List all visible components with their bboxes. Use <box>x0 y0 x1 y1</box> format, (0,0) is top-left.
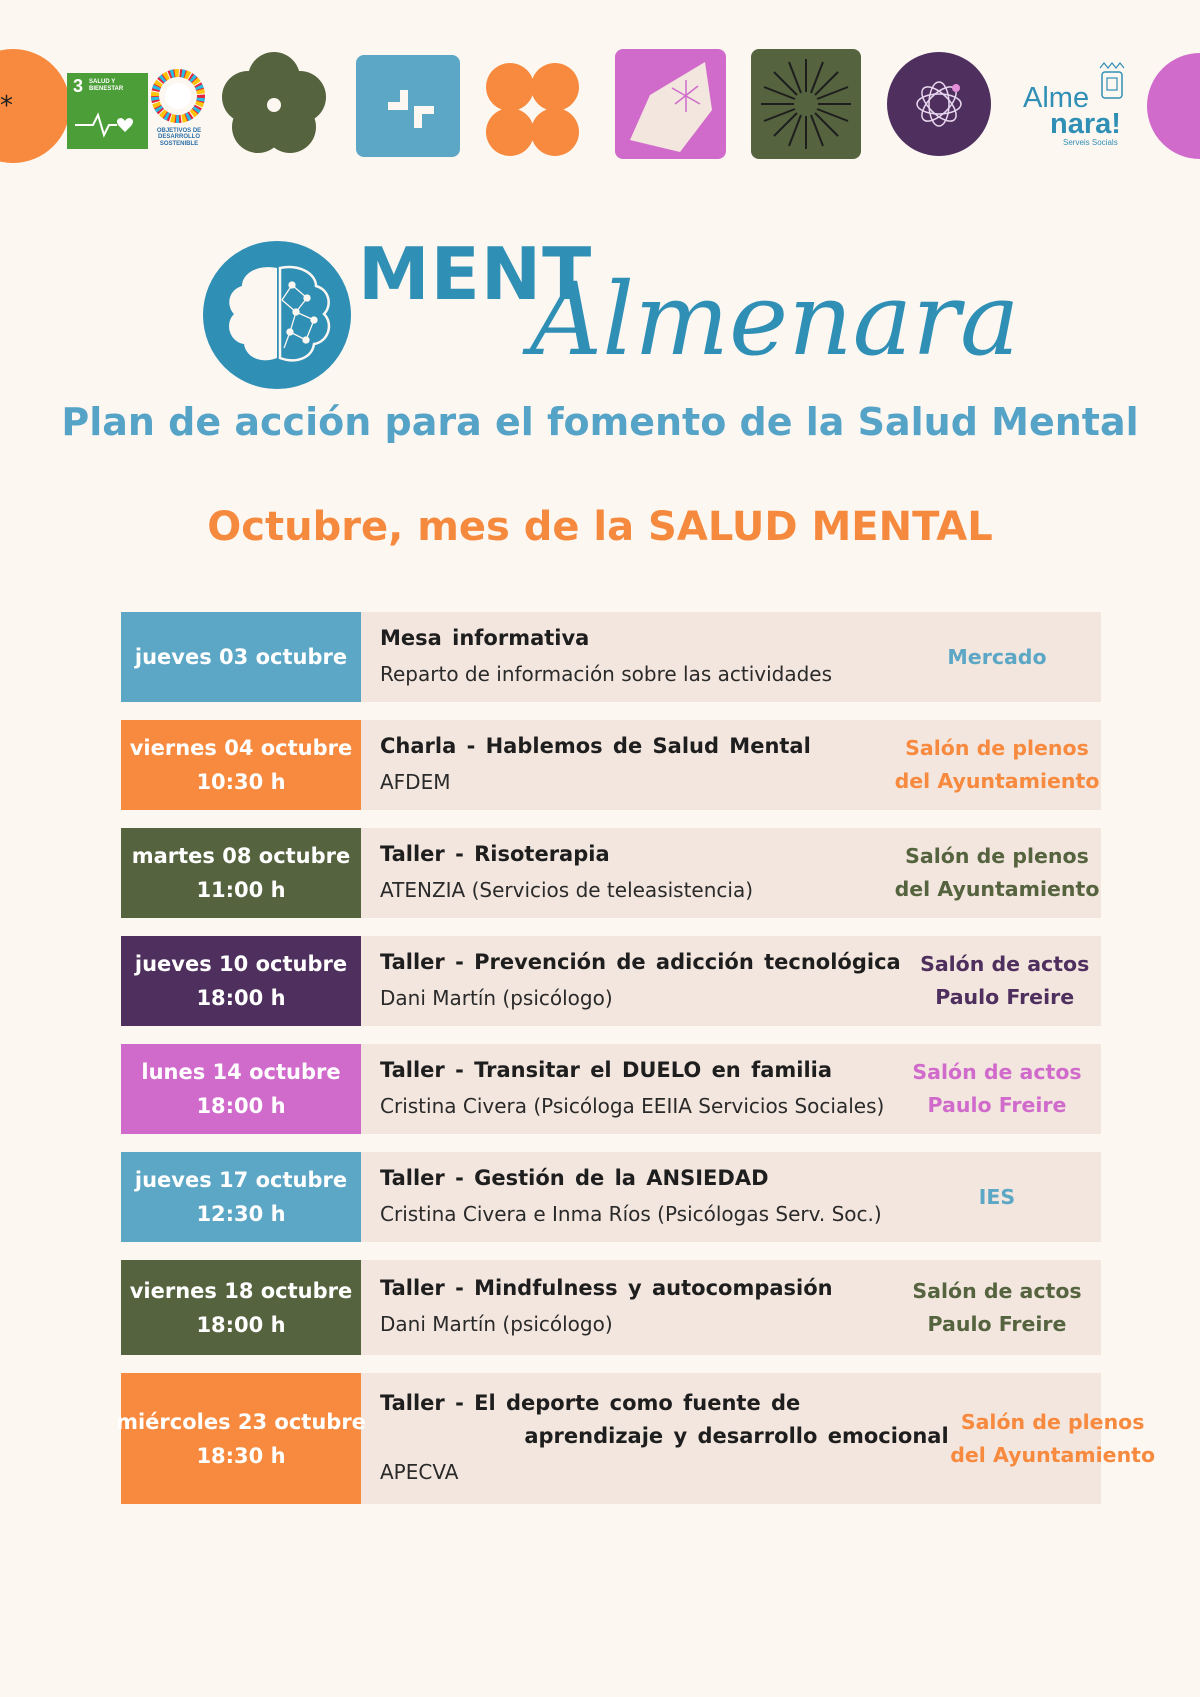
event-date <box>121 828 361 918</box>
event-time: 18:00 h <box>196 1094 286 1118</box>
event-day: jueves 10 octubre <box>134 952 348 976</box>
schedule-row <box>121 936 1101 1026</box>
event-venue <box>893 828 1101 918</box>
event-description: APECVA <box>380 1459 459 1484</box>
event-info <box>361 1260 893 1355</box>
municipality-logo-caption: Serveis Socials <box>1063 138 1118 147</box>
sdg-number: 3 <box>73 76 84 96</box>
event-venue <box>893 1152 1101 1242</box>
municipality-logo-line2: nara! <box>1050 108 1121 140</box>
event-date <box>121 1044 361 1134</box>
event-venue-line: Paulo Freire <box>927 1093 1067 1117</box>
event-date <box>121 1260 361 1355</box>
month-title: Octubre, mes de la SALUD MENTAL <box>207 504 993 550</box>
event-day: jueves 03 octubre <box>134 645 348 669</box>
schedule-row <box>121 1044 1101 1134</box>
event-day: viernes 04 octubre <box>129 736 353 760</box>
sdg-goal-3-badge <box>67 73 148 149</box>
event-title: Taller - Mindfulness y autocompasión <box>380 1276 833 1300</box>
event-info <box>361 1044 893 1134</box>
pink-square-icon <box>615 49 726 159</box>
event-info <box>361 720 893 810</box>
svg-text:*: * <box>0 91 13 121</box>
sdg-label: SALUD Y BIENESTAR <box>89 79 124 92</box>
brand-ment: MENT <box>358 232 593 316</box>
blue-square-icon <box>356 55 460 157</box>
heartbeat-icon <box>73 109 143 139</box>
event-description: ATENZIA (Servicios de teleasistencia) <box>380 877 754 902</box>
event-venue <box>893 1044 1101 1134</box>
event-time: 18:00 h <box>196 1312 286 1337</box>
event-venue <box>893 1260 1101 1355</box>
event-date <box>121 1152 361 1242</box>
event-description: Dani Martín (psicólogo) <box>380 1312 613 1336</box>
event-venue <box>901 936 1109 1026</box>
purple-circle-icon <box>887 52 991 156</box>
event-venue <box>893 612 1101 702</box>
schedule-row <box>121 612 1101 702</box>
schedule-row <box>121 720 1101 810</box>
event-venue-line: del Ayuntamiento <box>894 769 1100 793</box>
event-venue-line: Paulo Freire <box>927 1311 1067 1336</box>
event-info <box>361 1373 949 1504</box>
orange-four-circles-icon <box>486 63 579 156</box>
event-venue-line: Salón de actos <box>920 952 1090 976</box>
event-venue-line: del Ayuntamiento <box>950 1442 1156 1467</box>
event-title: Taller - El deporte como fuente de aprendizaje y desarrollo emocional <box>380 1390 949 1448</box>
event-description: Cristina Civera (Psicóloga EEIIA Servicios Sociales) <box>380 1093 885 1118</box>
event-description: Cristina Civera e Inma Ríos (Psicólogas Serv. Soc.) <box>380 1201 882 1226</box>
event-title: Taller - Prevención de adicción tecnológica <box>380 949 901 974</box>
event-venue-line: Salón de actos <box>912 1278 1082 1303</box>
event-venue-line: Salón de plenos <box>905 844 1089 868</box>
sdg-wheel-icon <box>155 73 201 119</box>
event-venue-line: Mercado <box>947 644 1047 669</box>
plan-subtitle: Plan de acción para el fomento de la Salud Mental <box>61 400 1139 444</box>
orange-circle-icon <box>0 49 70 163</box>
event-description: Dani Martín (psicólogo) <box>380 985 613 1010</box>
event-day: jueves 17 octubre <box>134 1168 348 1192</box>
event-day: martes 08 octubre <box>131 844 351 868</box>
municipality-logo-line1: Alme <box>1023 82 1090 114</box>
event-venue-line: Paulo Freire <box>935 985 1075 1009</box>
green-starburst-icon <box>751 49 861 159</box>
event-date <box>121 612 361 702</box>
event-title: Mesa informativa <box>380 625 590 650</box>
event-venue-line: Salón de plenos <box>905 736 1089 760</box>
sdg-caption: OBJETIVOS DE DESARROLLO SOSTENIBLE <box>156 128 202 147</box>
schedule-row <box>116 1373 1156 1504</box>
event-time: 18:30 h <box>196 1443 286 1468</box>
event-venue <box>893 720 1101 810</box>
event-time: 12:30 h <box>196 1202 286 1226</box>
event-title: Charla - Hablemos de Salud Mental <box>380 733 811 758</box>
event-info <box>361 936 901 1026</box>
event-venue-line: del Ayuntamiento <box>894 877 1100 901</box>
brand-almenara: Almenara <box>530 261 1020 378</box>
event-date <box>121 936 361 1026</box>
activity-schedule <box>116 612 1156 1522</box>
schedule-row <box>121 828 1101 918</box>
event-title: Taller - Gestión de la ANSIEDAD <box>380 1165 769 1190</box>
event-day: viernes 18 octubre <box>129 1278 353 1303</box>
event-time: 10:30 h <box>196 770 286 794</box>
event-venue <box>949 1373 1157 1504</box>
event-date <box>116 1373 366 1504</box>
event-date <box>121 720 361 810</box>
event-day: miércoles 23 octubre <box>116 1409 366 1434</box>
green-flower-icon <box>222 52 326 153</box>
event-description: AFDEM <box>380 769 451 794</box>
event-info <box>361 828 893 918</box>
pink-circle-icon <box>1147 53 1200 159</box>
event-title: Taller - Transitar el DUELO en familia <box>380 1057 833 1082</box>
event-day: lunes 14 octubre <box>141 1060 341 1084</box>
event-description: Reparto de información sobre las actividades <box>380 661 833 686</box>
event-title: Taller - Risoterapia <box>380 841 610 866</box>
event-venue-line: Salón de plenos <box>960 1409 1145 1434</box>
schedule-row <box>121 1260 1101 1355</box>
event-time: 11:00 h <box>196 878 286 902</box>
municipality-logo <box>1020 80 1130 150</box>
event-info <box>361 612 893 702</box>
schedule-row <box>121 1152 1101 1242</box>
event-venue-line: IES <box>978 1184 1016 1209</box>
event-info <box>361 1152 893 1242</box>
event-venue-line: Salón de actos <box>912 1060 1082 1084</box>
brain-icon <box>202 240 352 390</box>
event-time: 18:00 h <box>196 986 286 1010</box>
